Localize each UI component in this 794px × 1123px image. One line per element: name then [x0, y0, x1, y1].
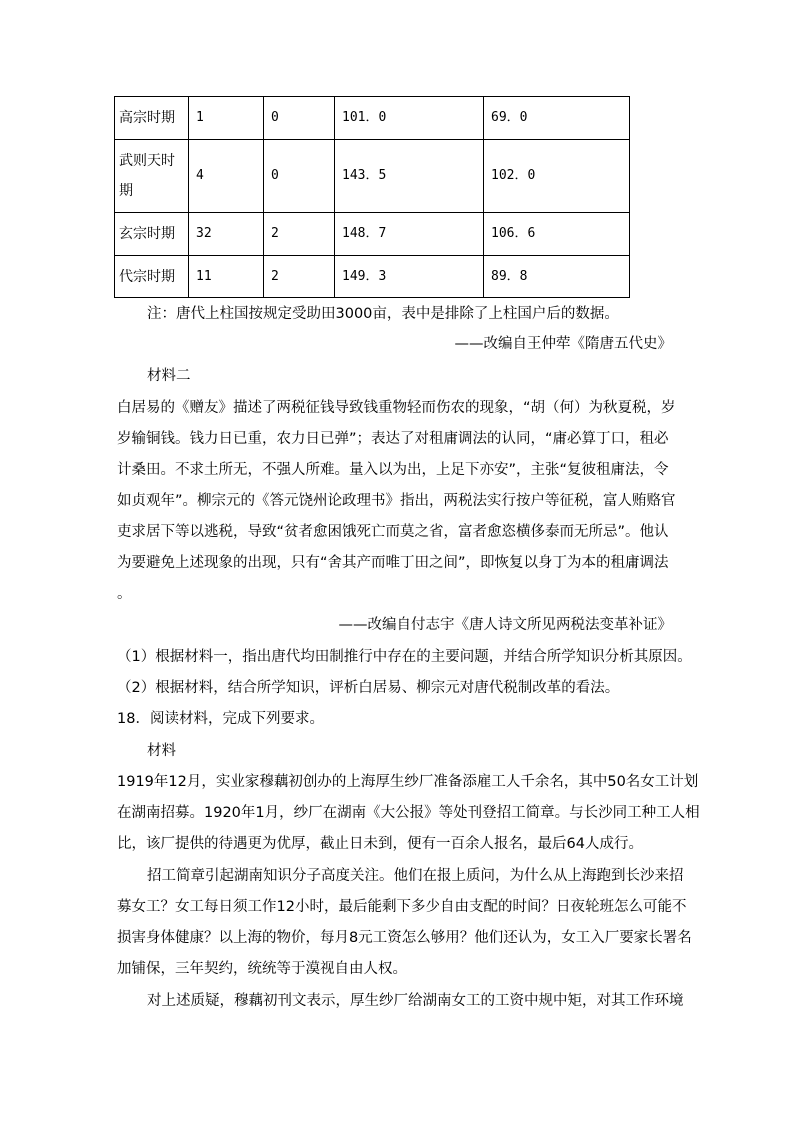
table-cell: 106．6 — [484, 213, 630, 256]
table-cell: 0 — [264, 140, 335, 213]
period-cell: 高宗时期 — [115, 97, 189, 140]
table-cell: 148．7 — [335, 213, 484, 256]
paragraph-line: 岁输铜钱。钱力日已重，农力日已弹”；表达了对租庸调法的认同，“庸必算丁口，租必 — [117, 431, 669, 447]
paragraph-line: 损害身体健康？以上海的物价，每月8元工资怎么够用？他们还认为，女工入厂要家长署名 — [117, 930, 692, 946]
paragraph-line: 如贞观年”。柳宗元的《答元饶州论政理书》指出，两税法实行按户等征税，富人贿赂官 — [117, 493, 676, 509]
table-row — [115, 256, 630, 298]
table-cell: 89．8 — [484, 256, 630, 298]
table-row — [115, 140, 630, 213]
table-cell: 0 — [264, 97, 335, 140]
paragraph-line: 比，该厂提供的待遇更为优厚，截止日未到，便有一百余人报名，最后64人成行。 — [117, 836, 643, 852]
material-heading: 材料 — [147, 743, 176, 759]
source-citation: ——改编自王仲荦《隋唐五代史》 — [454, 336, 672, 352]
period-cell: 代宗时期 — [115, 256, 189, 298]
table-cell: 11 — [189, 256, 264, 298]
table-cell: 101．0 — [335, 97, 484, 140]
table-cell: 2 — [264, 213, 335, 256]
paragraph-line: 计桑田。不求土所无，不强人所难。量入以为出，上足下亦安”，主张“复彼租庸法，令 — [117, 462, 669, 478]
paragraph-line: 吏求居下等以逃税，导致“贫者愈困饿死亡而莫之省，富者愈恣横侈泰而无所忌”。他认 — [117, 524, 669, 540]
table-row — [115, 97, 630, 140]
source-citation: ——改编自付志宇《唐人诗文所见两税法变革补证》 — [338, 617, 672, 633]
paragraph-line: 对上述质疑，穆藕初刊文表示，厚生纱厂给湖南女工的工资中规中矩，对其工作环境 — [147, 993, 684, 1009]
paragraph-line: 白居易的《赠友》描述了两税征钱导致钱重物轻而伤农的现象，“胡（何）为秋夏税，岁 — [117, 400, 676, 416]
land-data-table — [114, 96, 630, 298]
question-line: （2）根据材料，结合所学知识，评析白居易、柳宗元对唐代税制改革的看法。 — [117, 680, 620, 696]
table-cell: 32 — [189, 213, 264, 256]
period-cell — [115, 140, 189, 213]
table-note: 注：唐代上柱国按规定受助田3000亩，表中是排除了上柱国户后的数据。 — [147, 306, 619, 322]
table-cell: 1 — [189, 97, 264, 140]
table-cell: 4 — [189, 140, 264, 213]
table-row — [115, 213, 630, 256]
paragraph-line: 招工简章引起湖南知识分子高度关注。他们在报上质问，为什么从上海跑到长沙来招 — [147, 868, 684, 884]
question-number-18: 18．阅读材料，完成下列要求。 — [117, 711, 324, 727]
paragraph-line: 1919年12月，实业家穆藕初创办的上海厚生纱厂准备添雇工人千余名，其中50名女工计划 — [117, 774, 699, 790]
period-cell: 玄宗时期 — [115, 213, 189, 256]
table-cell: 143．5 — [335, 140, 484, 213]
paragraph-line: 在湖南招募。1920年1月，纱厂在湖南《大公报》等处刊登招工简章。与长沙同工种工人相 — [117, 805, 700, 821]
table-cell: 69．0 — [484, 97, 630, 140]
period-line: 期 — [119, 183, 133, 199]
table-cell: 102．0 — [484, 140, 630, 213]
material-heading: 材料二 — [147, 368, 191, 384]
question-line: （1）根据材料一，指出唐代均田制推行中存在的主要问题，并结合所学知识分析其原因。 — [117, 649, 692, 665]
paragraph-line: 为要避免上述现象的出现，只有“舍其产而唯丁田之间”，即恢复以身丁为本的租庸调法 — [117, 555, 669, 571]
paragraph-line: 。 — [117, 586, 132, 602]
period-line: 武则天时 — [119, 153, 175, 169]
paragraph-line: 加铺保，三年契约，统统等于漠视自由人权。 — [117, 961, 407, 977]
table-cell: 2 — [264, 256, 335, 298]
table-cell: 149．3 — [335, 256, 484, 298]
paragraph-line: 募女工？女工每日须工作12小时，最后能剩下多少自由支配的时间？日夜轮班怎么可能不 — [117, 899, 687, 915]
